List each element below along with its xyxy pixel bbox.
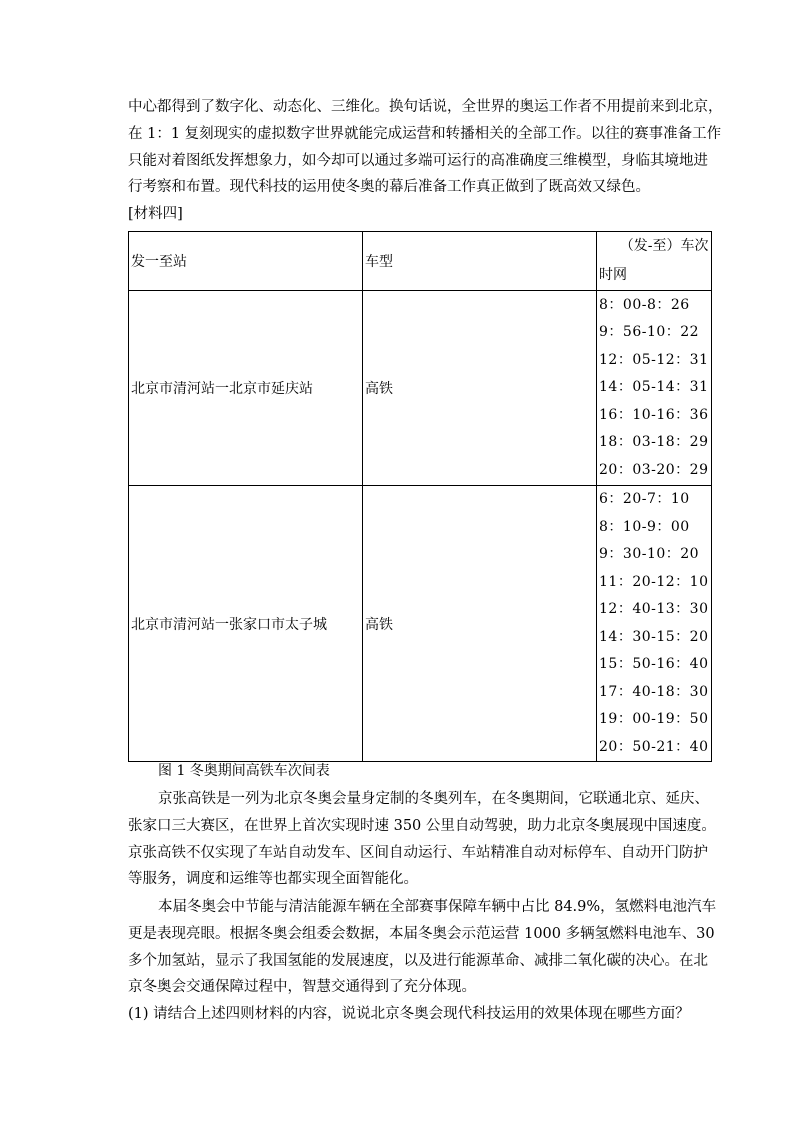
para3-line-1: 本届冬奥会中节能与清洁能源车辆在全部赛事保障车辆中占比 84.9%，氢燃料电池汽车 [158, 899, 717, 915]
intro-line-1: 中心都得到了数字化、动态化、三维化。换句话说，全世界的奥运工作者不用提前来到北京， [128, 99, 723, 115]
para2-line-2: 张家口三大赛区，在世界上首次实现时速 350 公里自动驾驶，助力北京冬奥展现中国速度。 [128, 818, 716, 834]
header-route: 发一至站 [129, 232, 363, 291]
route-cell: 北京市清河站一张家口市太子城 [129, 486, 363, 762]
header-train-type: 车型 [363, 232, 597, 291]
time-slot: 19：00-19：50 [599, 711, 709, 727]
header-time-line-1: （发-至）车次 [619, 238, 709, 254]
material-label: [材料四] [128, 206, 183, 222]
para3-line-4: 京冬奥会交通保障过程中，智慧交通得到了充分体现。 [128, 979, 476, 995]
intro-line-3: 只能对着图纸发挥想象力，如今却可以通过多端可运行的高准确度三维模型，身临其境地进 [128, 153, 708, 169]
table-caption: 图 1 冬奥期间高铁车次间表 [158, 763, 330, 779]
time-slot: 16：10-16：36 [599, 406, 709, 423]
para3-line-2: 更是表现亮眼。根据冬奥会组委会数据，本届冬奥会示范运营 1000 多辆氢燃料电池车、30 [128, 926, 715, 942]
train-type-cell: 高铁 [363, 291, 597, 486]
time-slot: 12：40-13：30 [599, 601, 709, 617]
time-slot: 9：30-10：20 [599, 546, 700, 562]
time-slot: 17：40-18：30 [599, 683, 709, 700]
times-cell [597, 291, 712, 486]
time-slot: 20：03-20：29 [599, 461, 709, 478]
header-time [597, 232, 712, 291]
route-cell: 北京市清河站一北京市延庆站 [129, 291, 363, 486]
question-1: (1) 请结合上述四则材料的内容，说说北京冬奥会现代科技运用的效果体现在哪些方面？ [128, 1006, 690, 1022]
intro-line-2: 在 1：1 复刻现实的虚拟数字世界就能完成运营和转播相关的全部工作。以往的赛事准备工作 [128, 126, 722, 142]
time-slot: 20：50-21：40 [599, 738, 709, 755]
train-type-cell: 高铁 [363, 486, 597, 762]
para2-line-4: 等服务，调度和运维等也都实现全面智能化。 [128, 871, 418, 887]
para3-line-3: 多个加氢站，显示了我国氢能的发展速度，以及进行能源革命、减排二氧化碳的决心。在北 [128, 953, 708, 969]
para2-line-3: 京张高铁不仅实现了车站自动发车、区间自动运行、车站精准自动对标停车、自动开门防护 [128, 845, 708, 861]
time-slot: 14：30-15：20 [599, 628, 709, 645]
para2-line-1: 京张高铁是一列为北京冬奥会量身定制的冬奥列车，在冬奥期间，它联通北京、延庆、 [158, 791, 709, 807]
table-header-row [129, 232, 712, 291]
time-slot: 18：03-18：29 [599, 434, 709, 451]
time-slot: 9：56-10：22 [599, 324, 700, 341]
table-row [129, 486, 712, 762]
intro-line-4: 行考察和布置。现代科技的运用使冬奥的幕后准备工作真正做到了既高效又绿色。 [128, 179, 650, 195]
times-cell [597, 486, 712, 762]
header-time-line-2: 时网 [599, 267, 627, 283]
time-slot: 11：20-12：10 [599, 573, 709, 590]
table-row [129, 291, 712, 486]
time-slot: 12：05-12：31 [599, 351, 709, 368]
time-slot: 14：05-14：31 [599, 379, 709, 396]
time-slot: 8：10-9：00 [599, 518, 690, 535]
train-timetable [128, 231, 712, 762]
time-slot: 15：50-16：40 [599, 656, 709, 672]
time-slot: 8：00-8：26 [599, 296, 690, 313]
time-slot: 6：20-7：10 [599, 491, 690, 507]
